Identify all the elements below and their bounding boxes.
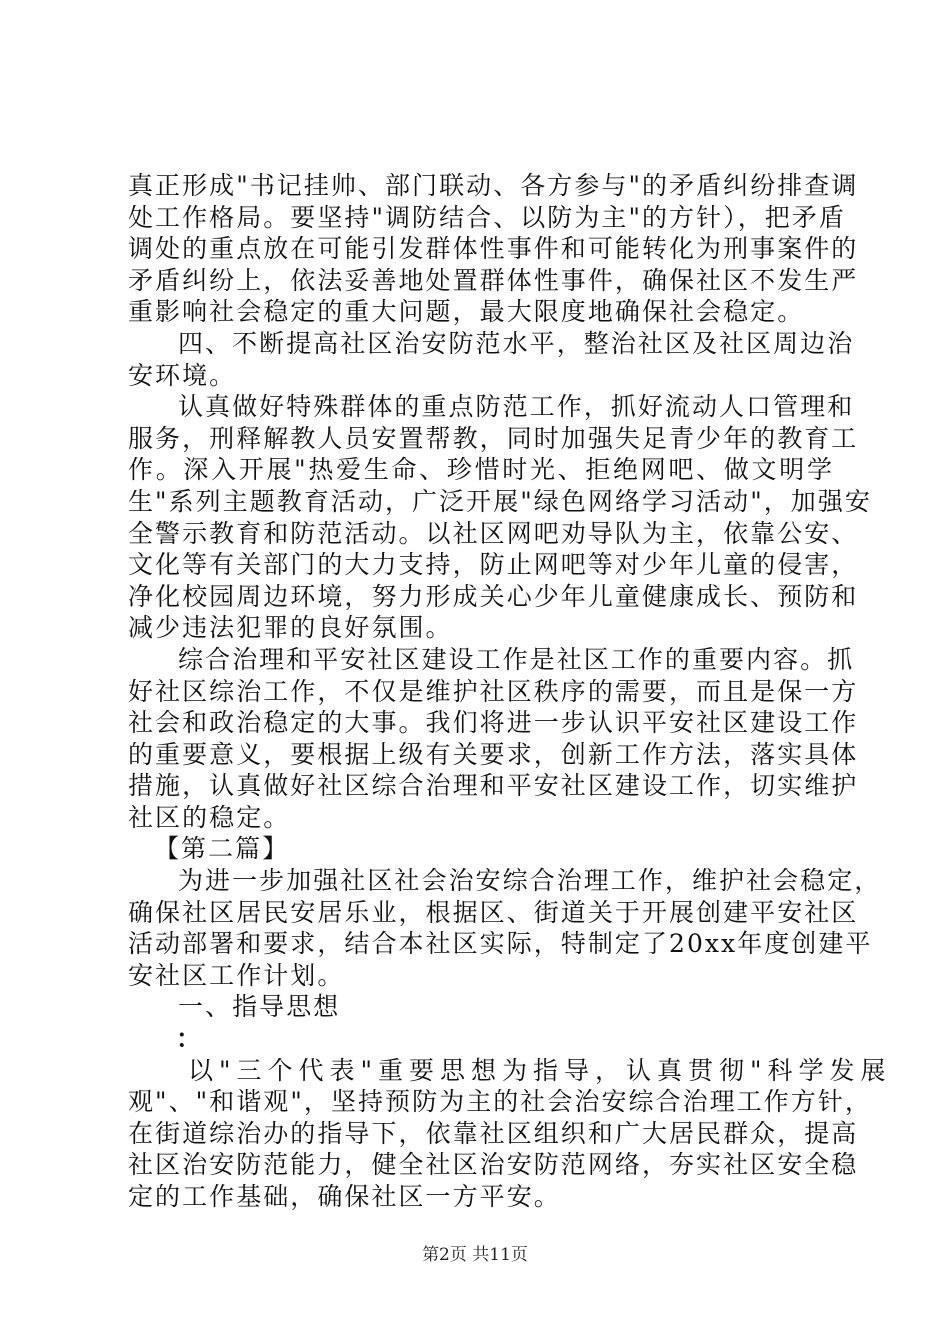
text-line: 定的工作基础，确保社区一方平安。 [128, 1182, 561, 1211]
text-line: 全警示教育和防范活动。以社区网吧劝导队为主，依靠公安、 [128, 518, 859, 548]
paragraph-first-line: 认真做好特殊群体的重点防范工作，抓好流动人口管理和 [178, 392, 855, 422]
text-line: 文化等有关部门的大力支持，防止网吧等对少年儿童的侵害， [128, 550, 859, 580]
text-line: 作。深入开展"热爱生命、珍惜时光、拒绝网吧、做文明学 [128, 455, 834, 485]
text-line: 的重要意义，要根据上级有关要求，创新工作方法，落实具体 [128, 739, 859, 769]
text-line: 观"、"和谐观"，坚持预防为主的社会治安综合治理工作方针， [128, 1087, 872, 1117]
text-line: 净化校园周边环境，努力形成关心少年儿童健康成长、预防和 [128, 581, 859, 611]
text-line: 社区的稳定。 [128, 802, 291, 832]
section-heading: 一、指导思想 [178, 992, 341, 1022]
text-line: 矛盾纠纷上，依法妥善地处置群体性事件，确保社区不发生严 [128, 265, 859, 295]
part-heading: 【第二篇】 [154, 834, 290, 864]
page-number-footer: 第2页 共11页 [422, 1245, 528, 1265]
text-line: 安环境。 [128, 360, 237, 390]
text-line: 处工作格局。要坚持"调防结合、以防为主"的方针），把矛盾 [128, 202, 846, 232]
paragraph-first-line: 以"三个代表"重要思想为指导，认真贯彻"科学发展 [188, 1055, 892, 1085]
text-line: 服务，刑释解教人员安置帮教，同时加强失足青少年的教育工 [128, 423, 859, 453]
text-line: 措施，认真做好社区综合治理和平安社区建设工作，切实维护 [128, 771, 859, 801]
text-line: 调处的重点放在可能引发群体性事件和可能转化为刑事案件的 [128, 234, 859, 264]
paragraph-first-line: 综合治理和平安社区建设工作是社区工作的重要内容。抓 [178, 644, 855, 674]
text-line: 安社区工作计划。 [128, 960, 345, 990]
text-line: 活动部署和要求，结合本社区实际，特制定了20xx年度创建平 [128, 929, 873, 959]
text-line: 社会和政治稳定的大事。我们将进一步认识平安社区建设工作 [128, 708, 859, 738]
text-line: 在街道综治办的指导下，依靠社区组织和广大居民群众，提高 [128, 1118, 859, 1148]
text-line: 社区治安防范能力，健全社区治安防范网络，夯实社区安全稳 [128, 1150, 859, 1180]
paragraph-first-line: 为进一步加强社区社会治安综合治理工作，维护社会稳定， [178, 866, 882, 896]
text-line: 好社区综治工作，不仅是维护社区秩序的需要，而且是保一方 [128, 676, 859, 706]
section-heading-line: 四、不断提高社区治安防范水平，整治社区及社区周边治 [178, 328, 855, 358]
document-body [128, 170, 892, 1213]
text-line: 生"系列主题教育活动，广泛开展"绿色网络学习活动"，加强安 [128, 486, 872, 516]
text-line: 减少违法犯罪的良好氛围。 [128, 613, 453, 643]
text-line: 真正形成"书记挂帅、部门联动、各方参与"的矛盾纠纷排查调 [128, 171, 859, 200]
text-line: 重影响社会稳定的重大问题，最大限度地确保社会稳定。 [128, 297, 805, 327]
colon-line: ： [176, 1024, 204, 1054]
text-line: 确保社区居民安居乐业，根据区、街道关于开展创建平安社区 [128, 897, 859, 927]
